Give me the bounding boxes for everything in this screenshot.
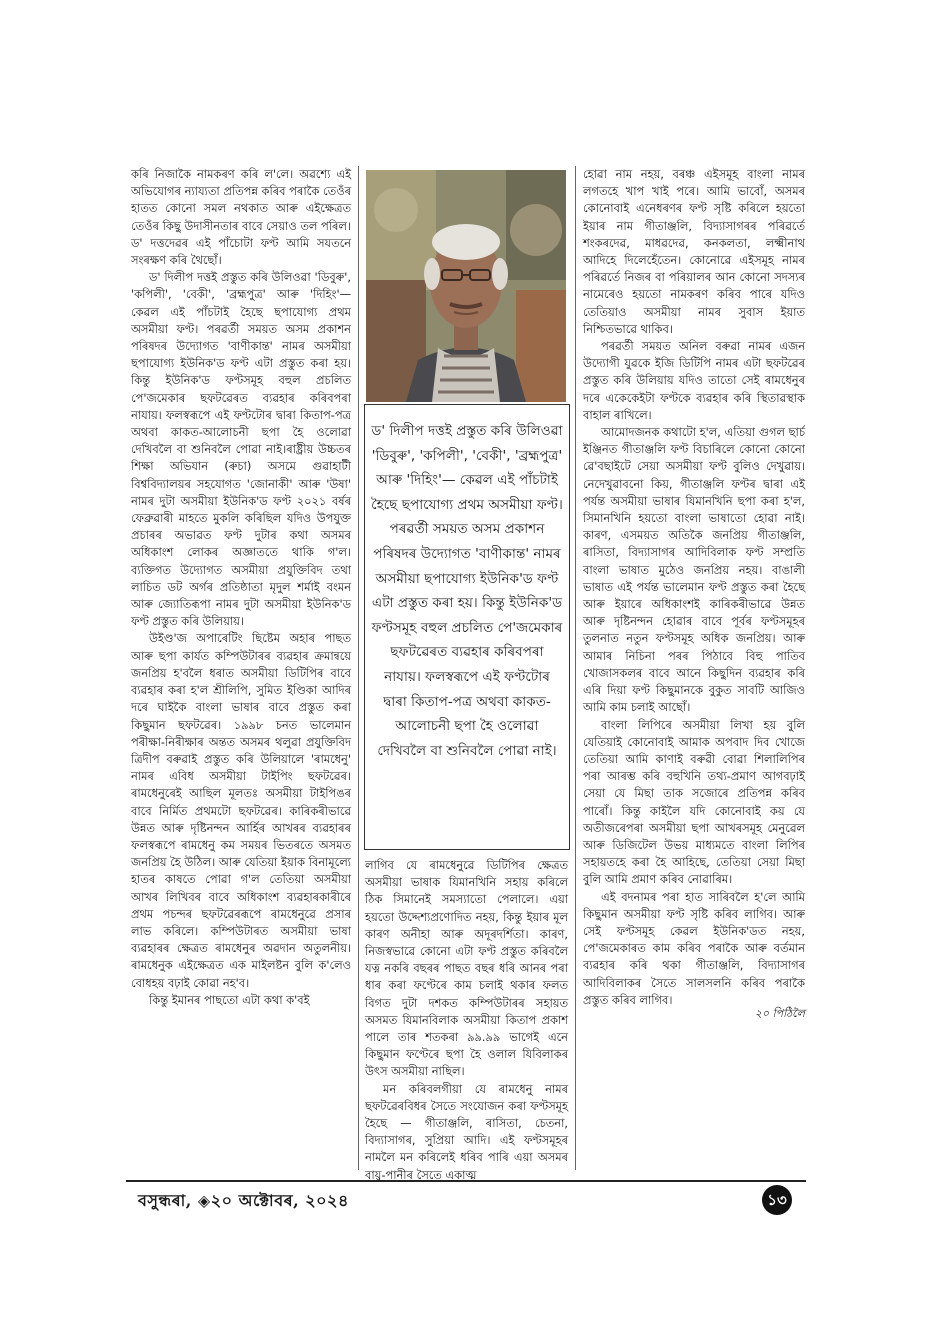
paragraph: লাগিব যে ৰামধেনুৱে ডিটিপিৰ ক্ষেত্ৰত অসমীয়া ভাষাক যিমানখিনি সহায় কৰিলে ঠিক সিমানেই সমস্যাতো পেলালে। এয়া হয়তো উদ্দেশ্যপ্ৰণোদিত নহয়, কিন্তু ইয়াৰ মূল কাৰণ অনীহা আৰু অদূৰদৰ্শিতা। কাৰণ, নিজস্বভাৱে কোনো এটা ফণ্ট প্ৰস্তুত কৰিবলৈ যত্ন নকৰি বছৰৰ পাছত বছৰ ধৰি আনৰ পৰা ধাৰ কৰা ফণ্টেৰে কাম চলাই থকাৰ ফলত বিগত দুটা দশকত কম্পিউটাৰৰ সহায়ত অসমত যিমানবিলাক অসমীয়া কিতাপ প্ৰকাশ পালে তাৰ শতকৰা ৯৯.৯৯ ভাগেই এনে কিছুমান ফণ্টেৰে ছপা হৈ ওলাল যিবিলাকৰ উৎস অসমীয়া নাছিল। (365, 858, 568, 1079)
paragraph: পৰৱৰ্তী সময়ত অনিল বৰুৱা নামৰ এজন উদ্যোগী যুৱকে ইজি ডিটিপি নামৰ এটা ছফটৱেৰ প্ৰস্তুত কৰি উলিয়ায় যদিও তাতো সেই ৰামধেনুৰ দৰে একেকেইটা ফণ্টকে ব্যৱহাৰ কৰি স্থিতাৱস্থাক বাহাল ৰাখিলে। (583, 339, 805, 422)
paragraph: কৰি নিজাকৈ নামকৰণ কৰি ল'লে। অৱশ্যে এই অভিযোগৰ ন্যায্যতা প্ৰতিপন্ন কৰিব পৰাকৈ তেওঁৰ হাতত কোনো সমল নথকাত আৰু এইক্ষেত্ৰত তেওঁৰ কিছু উদাসীনতাৰ বাবে সেয়াও তল পৰিল। ড' দত্তদেৱৰ এই পাঁচোটা ফণ্ট আমি সযতনে সংৰক্ষণ কৰি থৈছোঁ। (131, 167, 351, 268)
column-divider (358, 166, 359, 1170)
paragraph: হোৱা নাম নহয়, বৰঞ্চ এইসমূহ বাংলা নামৰ লগতহে খাপ খাই পৰে। আমি ভাবোঁ, অসমৰ কোনোবাই এনেধৰণৰ ফণ্ট সৃষ্টি কৰিলে হয়তো ইয়াৰ নাম গীতাঞ্জলি, বিদ্যাসাগৰৰ পৰিৱৰ্তে শংকৰদেৱ, মাধৱদেৱ, কনকলতা, লক্ষ্মীনাথ আদিহে দিলেহেঁতেন। কোনোৱে এইসমূহ নামৰ পৰিৱৰ্তে নিজৰ বা পৰিয়ালৰ আন কোনো সদস্যৰ নামেৰেও হয়তো নামকৰণ কৰিব পাৰে যদিও তেতিয়াও অসমীয়া নামৰ সুবাস ইয়াত নিশ্চিতভাৱে থাকিব। (583, 167, 805, 336)
continued-on-label: ২০ পিঠিলৈ (754, 1006, 805, 1020)
paragraph: কিন্তু ইমানৰ পাছতো এটা কথা ক'বই (149, 992, 310, 1007)
article-column-right (583, 166, 805, 1170)
masthead-date: বসুন্ধৰা, ◈২০ অক্টোবৰ, ২০২৪ (138, 1191, 349, 1210)
column-divider (575, 166, 576, 1170)
article-column-left (131, 166, 351, 1170)
paragraph: ড' দিলীপ দত্তই প্ৰস্তুত কৰি উলিওৱা 'ডিবুৰু', 'কপিলী', 'বেকী', 'ব্ৰহ্মপুত্ৰ' আৰু 'দিহিং'— কেৱল এই পাঁচটাই হৈছে ছপাযোগ্য প্ৰথম অসমীয়া ফণ্ট। পৰৱৰ্তী সময়ত অসম প্ৰকাশন পৰিষদৰ উদ্যোগত 'বাণীকান্ত' নামৰ অসমীয়া ছপাযোগ্য ইউনিক'ড ফণ্ট এটা প্ৰস্তুত কৰা হয়। কিন্তু ইউনিক'ড ফণ্টসমূহ বহুল প্ৰচলিত পে'জমেকাৰ ছফটৱেৰত ব্যৱহাৰ কৰিবপৰা নাযায়। ফলস্বৰূপে এই ফণ্টটোৰ দ্বাৰা কিতাপ-পত্ৰ অথবা কাকত-আলোচনী ছপা হৈ ওলোৱা দেখিবলৈ বা শুনিবলৈ পোৱা নাই।ৰাষ্ট্ৰীয় উচ্চতৰ শিক্ষা অভিযান (ৰুচা) অসমে গুৱাহাটী বিশ্ববিদ্যালয়ৰ সহযোগত 'জোনাকী' আৰু 'উষা' নামৰ দুটা অসমীয়া ইউনিক'ড ফণ্ট ২০২১ বৰ্ষৰ ফেব্ৰুৱাৰী মাহতে মুকলি কৰিছিল যদিও উপযুক্ত প্ৰচাৰৰ অভাৱত ফণ্ট দুটাৰ কথা অসমৰ অধিকাংশ লোকৰ অজ্ঞাততে থাকি গ'ল। ব্যক্তিগত উদ্যোগত অসমীয়া প্ৰযুক্তিবিদ তথা লাচিত ডট অৰ্গৰ প্ৰতিষ্ঠাতা মৃদুল শৰ্মাই বংমন আৰু জ্যোতিৰূপা নামৰ দুটা অসমীয়া ইউনিক'ড ফণ্ট প্ৰস্তুত কৰি উলিয়ায়। (131, 270, 351, 629)
photo-caption (364, 404, 570, 850)
page-footer (126, 1180, 806, 1212)
article-column-middle (365, 857, 568, 1182)
paragraph: উইণ্ড'জ অপাৰেটিং ছিষ্টেম অহাৰ পাছত আৰু ছপা কাৰ্যত কম্পিউটাৰৰ ব্যৱহাৰ ক্ৰমান্বয়ে জনপ্ৰিয় হ'বলৈ ধৰাত অসমীয়া ডিটিপিৰ বাবে ব্যৱহাৰ কৰা হ'ল শ্ৰীলিপি, সুমিত ইণ্ডিকা আদিৰ দৰে ঘাইকৈ বাংলা ভাষাৰ বাবে প্ৰস্তুত কৰা কিছুমান ছফটৱেৰ। ১৯৯৮ চনত ভালেমান পৰীক্ষা-নিৰীক্ষাৰ অন্তত অসমৰ থলুৱা প্ৰযুক্তিবিদ ত্ৰিদীপ বৰুৱাই প্ৰস্তুত কৰি উলিয়ালে 'ৰামধেনু' নামৰ এবিধ অসমীয়া টাইপিং ছফটৱেৰ। ৰামধেনুৰেই আছিল মূলতঃ অসমীয়া টাইপিঙৰ বাবে নিৰ্মিত প্ৰথমটো ছফটৱেৰ। কাৰিকৰীভাৱে উন্নত আৰু দৃষ্টিনন্দন আৰ্হিৰ আখৰৰ ব্যৱহাৰৰ ফলস্বৰূপে ৰামধেনু কম সময়ৰ ভিতৰতে অসমত জনপ্ৰিয় হৈ উঠিল। আৰু যেতিয়া ইয়াক বিনামূল্যে হাতৰ কাষতে পোৱা গ'ল তেতিয়া অসমীয়া আখৰ লিখিবৰ বাবে অধিকাংশ ব্যৱহাৰকাৰীৰে প্ৰথম পচন্দৰ ছফটৱেৰৰূপে ৰামধেনুৱে প্ৰসাৰ লাভ কৰিলে। কম্পিউটাৰত অসমীয়া ভাষা ব্যৱহাৰৰ ক্ষেত্ৰত ৰামধেনুৰ অৱদান অতুলনীয়। ৰামধেনুক এইক্ষেত্ৰত এক মাইলষ্টন বুলি ক'লেও বোধহয় বঢ়াই কোৱা নহ'ব। (131, 631, 351, 990)
paragraph: বাংলা লিপিৰে অসমীয়া লিখা হয় বুলি যেতিয়াই কোনোবাই আমাক অপবাদ দিব খোজে তেতিয়া আমি কাণাই বৰুৱী বোৱা শিলালিপিৰ পৰা আৰম্ভ কৰি বহুখিনি তথ্য-প্ৰমাণ আগবঢ়াই সেয়া যে মিছা তাক সজোৰে প্ৰতিপন্ন কৰিব পাৰোঁ। কিন্তু কাইলৈ যদি কোনোবাই কয় যে অতীজৰেপৰা অসমীয়া ছপা আখৰসমূহ মেনুৱেল আৰু ডিজিটেল উভয় মাধ্যমতে বাংলা লিপিৰ সহায়তহে কৰা হৈ আহিছে, তেতিয়া সেয়া মিছা বুলি আমি প্ৰমাণ কৰিব নোৱাৰিম। (583, 717, 805, 887)
portrait-illustration (366, 170, 566, 402)
caption-text: ড' দিলীপ দত্তই প্ৰস্তুত কৰি উলিওৱা 'ডিবুৰু', 'কপিলী', 'বেকী', 'ব্ৰহ্মপুত্ৰ' আৰু 'দিহিং'— কেৱল এই পাঁচটাই হৈছে ছপাযোগ্য প্ৰথম অসমীয়া ফণ্ট। পৰৱৰ্তী সময়ত অসম প্ৰকাশন পৰিষদৰ উদ্যোগত 'বাণীকান্ত' নামৰ অসমীয়া ছপাযোগ্য ইউনিক'ড ফণ্ট এটা প্ৰস্তুত কৰা হয়। কিন্তু ইউনিক'ড ফণ্টসমূহ বহুল প্ৰচলিত পে'জমেকাৰ ছফটৱেৰত ব্যৱহাৰ কৰিবপৰা নাযায়। ফলস্বৰূপে এই ফণ্টটোৰ দ্বাৰা কিতাপ-পত্ৰ অথবা কাকত-আলোচনী ছপা হৈ ওলোৱা দেখিবলৈ বা শুনিবলৈ পোৱা নাই। (371, 423, 563, 759)
page-number-badge: ১৩ (762, 1185, 792, 1215)
paragraph: মন কৰিবলগীয়া যে ৰামধেনু নামৰ ছফটৱেৰবিধৰ সৈতে সংযোজন কৰা ফণ্টসমূহ হৈছে — গীতাঞ্জলি, ৰাসিতা, চেতনা, বিদ্যাসাগৰ, সুপ্ৰিয়া আদি। এই ফণ্টসমূহৰ নামলৈ মন কৰিলেই ধৰিব পাৰি এয়া অসমৰ বায়ু-পানীৰ সৈতে একাত্ম (365, 1081, 568, 1182)
portrait-photo (366, 170, 566, 402)
paragraph: আমোদজনক কথাটো হ'ল, এতিয়া গুগল ছাৰ্চ ইঞ্জিনত গীতাঞ্জলি ফণ্ট বিচাৰিলে কোনো কোনো ৱে'বছাইটে সেয়া অসমীয়া ফণ্ট বুলিও দেখুৱায়। নেদেখুৱাবনো কিয়, গীতাঞ্জলি ফণ্টৰ দ্বাৰা এই পৰ্যন্ত অসমীয়া ভাষাৰ যিমানখিনি ছপা কৰা হ'ল, সিমানখিনি হয়তো বাংলা ভাষাতো হোৱা নাই। কাৰণ, এসময়ত অতিকৈ জনপ্ৰিয় গীতাঞ্জলি, ৰাসিতা, বিদ্যাসাগৰ আদিবিলাক ফণ্ট সম্প্ৰতি বাংলা ভাষাত মুঠেও জনপ্ৰিয় নহয়। বাঙালী ভাষাত এই পৰ্যন্ত ভালেমান ফণ্ট প্ৰস্তুত কৰা হৈছে আৰু ইয়াৰে অধিকাংশই কাৰিকৰীভাৱে উন্নত আৰু দৃষ্টিনন্দন হোৱাৰ বাবে পূৰ্বৰ ফণ্টসমূহৰ তুলনাত নতুন ফণ্টসমূহ অধিক জনপ্ৰিয়। আৰু আমাৰ নিচিনা পৰৰ পিঠাবে বিহু পাতিব খোজাসকলৰ বাবে আনে কিছুদিন ব্যৱহাৰ কৰি এৰি দিয়া ফণ্ট কিছুমানকে বুকুত সাবটি আজিও আমি কাম চলাই আছোঁ। (583, 425, 805, 715)
paragraph: এই বদনামৰ পৰা হাত সাৰিবলৈ হ'লে আমি কিছুমান অসমীয়া ফণ্ট সৃষ্টি কৰিব লাগিব। আৰু সেই ফণ্টসমূহ কেৱল ইউনিক'ডত নহয়, পে'জমেকাৰত কাম কৰিব পৰাকৈ আৰু বৰ্তমান ব্যৱহাৰ কৰি থকা গীতাঞ্জলি, বিদ্যাসাগৰ আদিবিলাকৰ সৈতে সালসলনি কৰিব পৰাকৈ প্ৰস্তুত কৰিব লাগিব। (583, 889, 805, 1007)
